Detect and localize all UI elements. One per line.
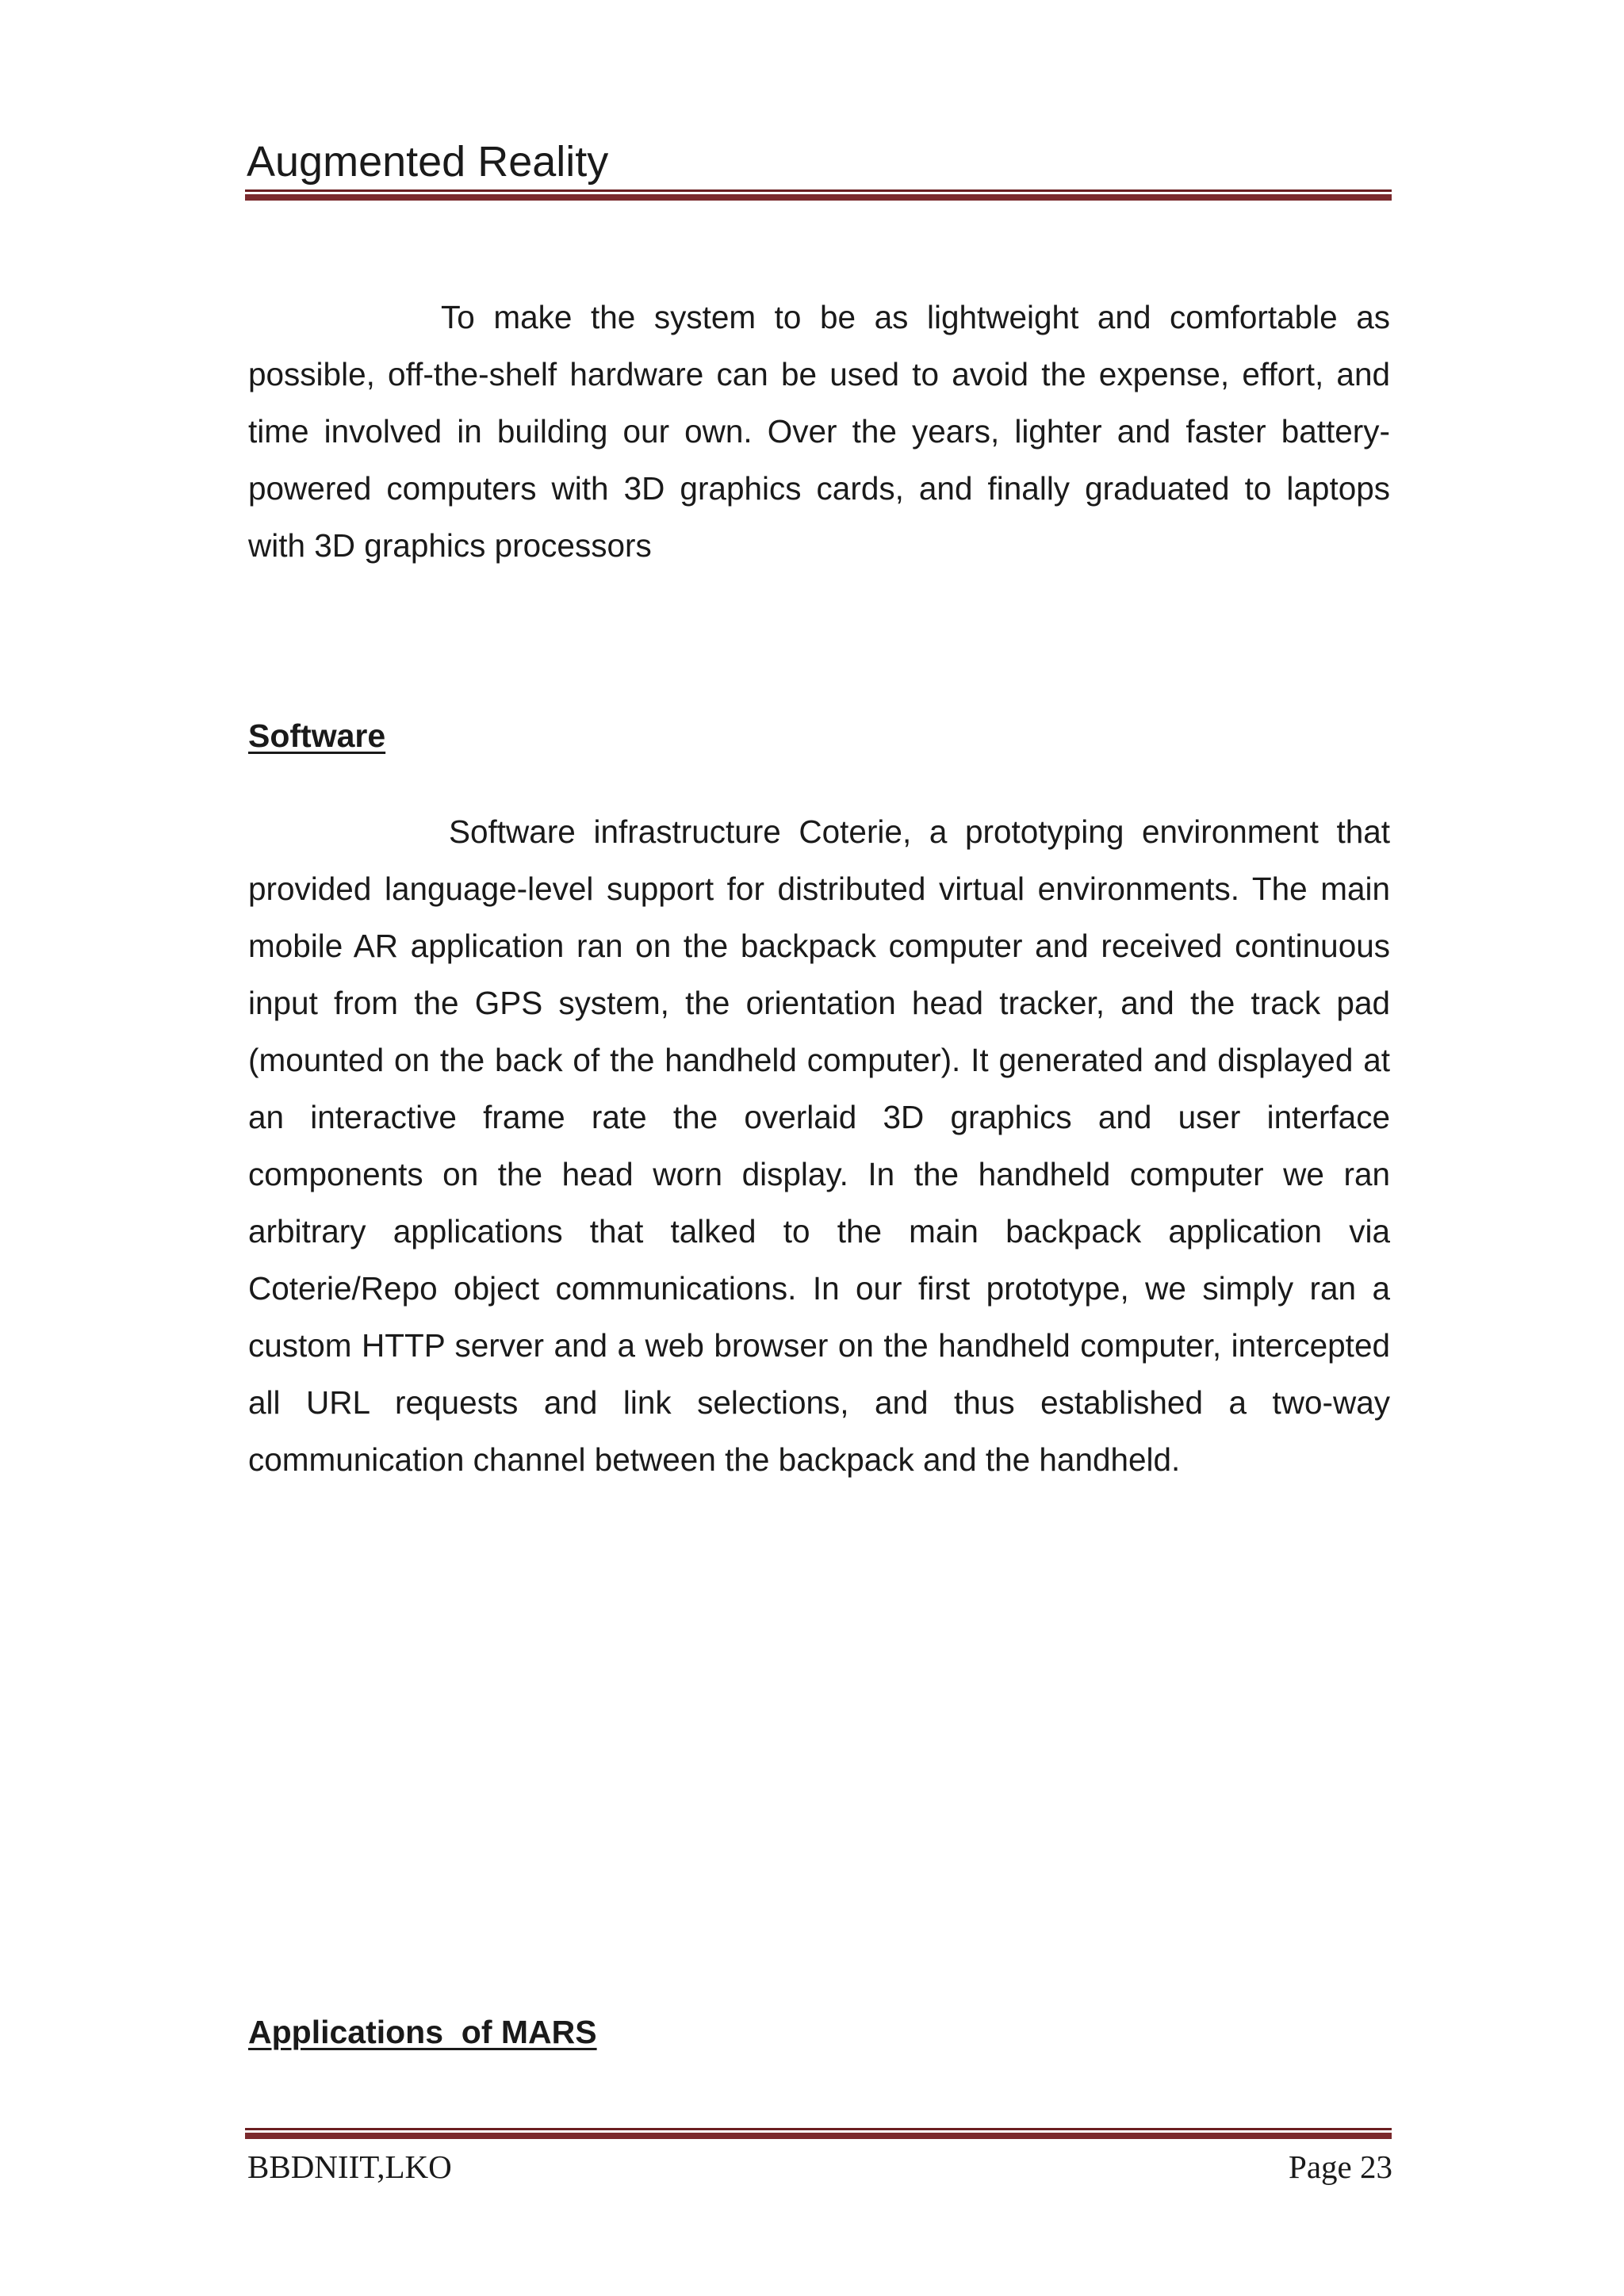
section-heading-software: Software xyxy=(248,718,386,754)
footer-page-number: Page 23 xyxy=(1289,2149,1392,2185)
intro-paragraph: To make the system to be as lightweight and comfortable as possible, off-the-shelf hardware can be used to avoid the expense, effort, and time involved in building our own. Over the years, lighter and faster battery-powered computers with 3D graphics cards, and finally graduated to laptops with 3D graphics processors xyxy=(248,299,1390,564)
header-rule-thick-line xyxy=(245,194,1392,201)
section-heading-applications: Applications of MARS xyxy=(248,2014,597,2050)
footer-rule xyxy=(245,2128,1392,2139)
software-paragraph: Software infrastructure Coterie, a prototyping environment that provided language-level support for distributed virtual environments. The main mobile AR application ran on the backpack computer and received continuous input from the GPS system, the orientation head tracker, and the track pad (mounted on the back of the handheld computer). It generated and displayed at an interactive frame rate the overlaid 3D graphics and user interface components on the head worn display. In the handheld computer we ran arbitrary applications that talked to the main backpack application via Coterie/Repo object communications. In our first prototype, we simply ran a custom HTTP server and a web browser on the handheld computer, intercepted all URL requests and link selections, and thus established a two-way communication channel between the backpack and the handheld. xyxy=(248,813,1390,1478)
footer-rule-thick-line xyxy=(245,2133,1392,2139)
page-header-title: Augmented Reality xyxy=(247,138,609,186)
footer-institution: BBDNIIT,LKO xyxy=(247,2149,452,2185)
header-rule xyxy=(245,189,1392,201)
